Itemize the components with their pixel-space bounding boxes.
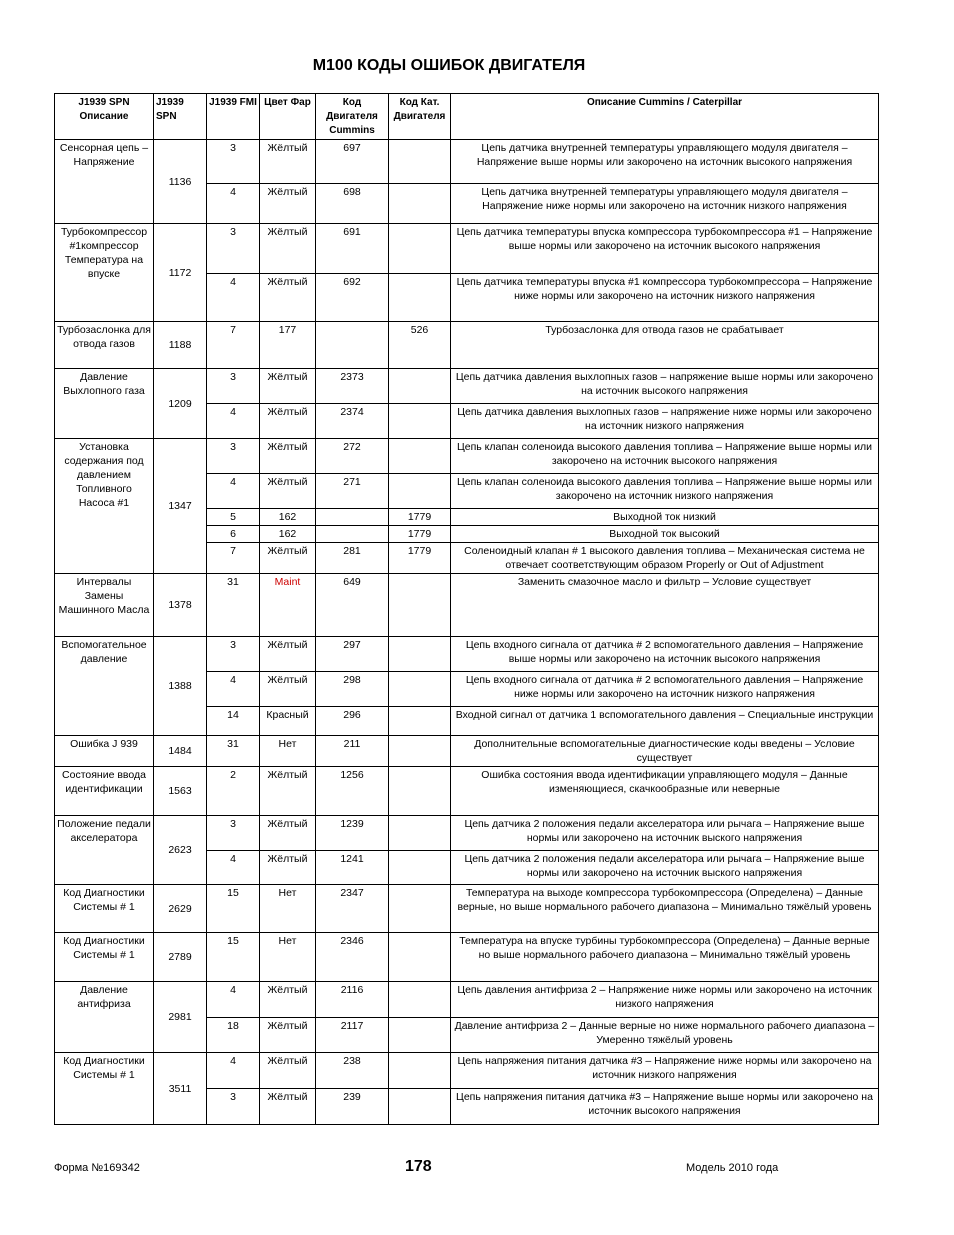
cat-code bbox=[389, 439, 451, 474]
spn-code: 1388 bbox=[154, 637, 207, 736]
fault-code-table bbox=[54, 93, 879, 1125]
fmi-code: 6 bbox=[207, 526, 260, 543]
cummins-code: 2116 bbox=[316, 982, 389, 1018]
fmi-code: 4 bbox=[207, 1053, 260, 1089]
cat-code bbox=[389, 982, 451, 1018]
lamp-color: Нет bbox=[260, 736, 316, 767]
fmi-code: 3 bbox=[207, 369, 260, 404]
table-row bbox=[55, 322, 879, 369]
cummins-code: 271 bbox=[316, 474, 389, 509]
lamp-color: Жёлтый bbox=[260, 851, 316, 885]
fmi-code: 4 bbox=[207, 404, 260, 439]
lamp-color: Жёлтый bbox=[260, 982, 316, 1018]
lamp-color: Жёлтый bbox=[260, 404, 316, 439]
table-row bbox=[55, 224, 879, 274]
page-title: М100 КОДЫ ОШИБОК ДВИГАТЕЛЯ bbox=[312, 57, 586, 74]
cat-code bbox=[389, 816, 451, 851]
fault-description: Цепь клапан соленоида высокого давления топлива – Напряжение выше нормы или закорочено на источник высокого напряжения bbox=[451, 439, 879, 474]
fmi-code: 31 bbox=[207, 574, 260, 637]
cummins-code: 2373 bbox=[316, 369, 389, 404]
lamp-color: Жёлтый bbox=[260, 543, 316, 574]
cummins-code bbox=[316, 526, 389, 543]
spn-description: Установка содержания под давлением Топливного Насоса #1 bbox=[55, 439, 154, 574]
header-desc: Описание Cummins / Caterpillar bbox=[451, 94, 879, 140]
table-row bbox=[55, 637, 879, 672]
cummins-code: 297 bbox=[316, 637, 389, 672]
lamp-color: 177 bbox=[260, 322, 316, 369]
lamp-color: Жёлтый bbox=[260, 1053, 316, 1089]
table-row bbox=[55, 885, 879, 933]
fault-description: Цепь давления антифриза 2 – Напряжение ниже нормы или закорочено на источник низкого напряжения bbox=[451, 982, 879, 1018]
spn-description: Положение педали акселератора bbox=[55, 816, 154, 885]
fmi-code: 4 bbox=[207, 672, 260, 707]
spn-code: 1188 bbox=[154, 322, 207, 369]
cat-code bbox=[389, 672, 451, 707]
table-row bbox=[55, 369, 879, 404]
fault-description: Цепь датчика температуры впуска #1 компрессора турбокомпрессора – Напряжение ниже нормы или закорочено на источник низкого напряжения bbox=[451, 274, 879, 322]
lamp-color: Жёлтый bbox=[260, 672, 316, 707]
table-row bbox=[55, 574, 879, 637]
cummins-code: 1256 bbox=[316, 767, 389, 816]
header-fmi: J1939 FMI bbox=[207, 94, 260, 140]
cat-code bbox=[389, 851, 451, 885]
cat-code bbox=[389, 274, 451, 322]
spn-description: Код Диагностики Системы # 1 bbox=[55, 885, 154, 933]
fault-description: Цепь напряжения питания датчика #3 – Напряжение ниже нормы или закорочено на источник низкого напряжения bbox=[451, 1053, 879, 1089]
cummins-code: 691 bbox=[316, 224, 389, 274]
cat-code bbox=[389, 574, 451, 637]
lamp-color: 162 bbox=[260, 526, 316, 543]
fault-description: Цепь датчика внутренней температуры управляющего модуля двигателя – Напряжение выше нормы или закорочено на источник высокого напряжения bbox=[451, 140, 879, 184]
cummins-code: 2347 bbox=[316, 885, 389, 933]
lamp-color: Жёлтый bbox=[260, 767, 316, 816]
cat-code: 526 bbox=[389, 322, 451, 369]
spn-description: Сенсорная цепь – Напряжение bbox=[55, 140, 154, 224]
lamp-color: Жёлтый bbox=[260, 474, 316, 509]
spn-code: 2623 bbox=[154, 816, 207, 885]
cat-code bbox=[389, 184, 451, 224]
cat-code: 1779 bbox=[389, 543, 451, 574]
fault-description: Цепь датчика температуры впуска компрессора турбокомпрессора #1 – Напряжение выше нормы или закорочено на источник высокого напряжения bbox=[451, 224, 879, 274]
lamp-color: Красный bbox=[260, 707, 316, 736]
lamp-color: Жёлтый bbox=[260, 184, 316, 224]
cummins-code: 211 bbox=[316, 736, 389, 767]
spn-description: Давление Выхлопного газа bbox=[55, 369, 154, 439]
fmi-code: 7 bbox=[207, 322, 260, 369]
spn-description: Ошибка J 939 bbox=[55, 736, 154, 767]
cat-code bbox=[389, 1018, 451, 1053]
lamp-color: Жёлтый bbox=[260, 637, 316, 672]
lamp-color: Жёлтый bbox=[260, 224, 316, 274]
cummins-code: 281 bbox=[316, 543, 389, 574]
fault-description: Турбозаслонка для отвода газов не срабатывает bbox=[451, 322, 879, 369]
fmi-code: 4 bbox=[207, 982, 260, 1018]
spn-code: 3511 bbox=[154, 1053, 207, 1125]
spn-description: Состояние ввода идентификации bbox=[55, 767, 154, 816]
spn-code: 1484 bbox=[154, 736, 207, 767]
fmi-code: 2 bbox=[207, 767, 260, 816]
fault-description: Выходной ток высокий bbox=[451, 526, 879, 543]
cummins-code: 1239 bbox=[316, 816, 389, 851]
spn-description: Давление антифриза bbox=[55, 982, 154, 1053]
fmi-code: 3 bbox=[207, 140, 260, 184]
spn-code: 1347 bbox=[154, 439, 207, 574]
cat-code bbox=[389, 140, 451, 184]
lamp-color: Maint bbox=[260, 574, 316, 637]
lamp-color: Нет bbox=[260, 933, 316, 982]
table-row bbox=[55, 1053, 879, 1089]
fmi-code: 4 bbox=[207, 851, 260, 885]
cummins-code: 2374 bbox=[316, 404, 389, 439]
fmi-code: 18 bbox=[207, 1018, 260, 1053]
lamp-color: Жёлтый bbox=[260, 1018, 316, 1053]
fault-description: Соленоидный клапан # 1 высокого давления топлива – Механическая система не отвечает соответствующим образом Properly or Out of Adjustment bbox=[451, 543, 879, 574]
table-row bbox=[55, 982, 879, 1018]
table-header-row bbox=[55, 94, 879, 140]
spn-code: 1378 bbox=[154, 574, 207, 637]
cummins-code: 649 bbox=[316, 574, 389, 637]
header-cummins: Код Двигателя Cummins bbox=[316, 94, 389, 140]
fmi-code: 4 bbox=[207, 274, 260, 322]
fault-description: Цепь датчика 2 положения педали акселератора или рычага – Напряжение выше нормы или закорочено на источник выского напряжения bbox=[451, 816, 879, 851]
table-row bbox=[55, 439, 879, 474]
table-row bbox=[55, 933, 879, 982]
fault-description: Входной сигнал от датчика 1 вспомогательного давления – Специальные инструкции bbox=[451, 707, 879, 736]
fault-description: Цепь клапан соленоида высокого давления топлива – Напряжение выше нормы или закорочено на источник низкого напряжения bbox=[451, 474, 879, 509]
fmi-code: 31 bbox=[207, 736, 260, 767]
cummins-code: 698 bbox=[316, 184, 389, 224]
fmi-code: 15 bbox=[207, 885, 260, 933]
fault-description: Цепь датчика давления выхлопных газов – напряжение выше нормы или закорочено на источник высокого напряжения bbox=[451, 369, 879, 404]
lamp-color: Жёлтый bbox=[260, 274, 316, 322]
table-row bbox=[55, 736, 879, 767]
cat-code bbox=[389, 369, 451, 404]
spn-description: Код Диагностики Системы # 1 bbox=[55, 933, 154, 982]
spn-description: Интервалы Замены Машинного Масла bbox=[55, 574, 154, 637]
cummins-code: 272 bbox=[316, 439, 389, 474]
spn-description: Вспомогательное давление bbox=[55, 637, 154, 736]
fault-description: Температура на выходе компрессора турбокомпрессора (Определена) – Данные верные, но выше нормального рабочего диапазона – Минимально тяжёлый уровень bbox=[451, 885, 879, 933]
lamp-color: Жёлтый bbox=[260, 1089, 316, 1125]
fault-description: Ошибка состояния ввода идентификации управляющего модуля – Данные изменяющиеся, скачкообразные или неверные bbox=[451, 767, 879, 816]
cat-code bbox=[389, 1053, 451, 1089]
fault-description: Цепь датчика 2 положения педали акселератора или рычага – Напряжение выше нормы или закорочено на источник выского напряжения bbox=[451, 851, 879, 885]
spn-code: 2789 bbox=[154, 933, 207, 982]
fmi-code: 15 bbox=[207, 933, 260, 982]
header-lamp: Цвет Фар bbox=[260, 94, 316, 140]
fault-description: Температура на впуске турбины турбокомпрессора (Определена) – Данные верные но выше нормального рабочего диапазона – Минимально тяжёлый уровень bbox=[451, 933, 879, 982]
spn-description: Турбозаслонка для отвода газов bbox=[55, 322, 154, 369]
lamp-color: Жёлтый bbox=[260, 816, 316, 851]
cummins-code: 697 bbox=[316, 140, 389, 184]
lamp-color: Жёлтый bbox=[260, 369, 316, 404]
cummins-code: 692 bbox=[316, 274, 389, 322]
lamp-color: Жёлтый bbox=[260, 140, 316, 184]
cat-code bbox=[389, 474, 451, 509]
header-spn-desc: J1939 SPN Описание bbox=[55, 94, 154, 140]
fault-description: Цепь входного сигнала от датчика # 2 вспомогательного давления – Напряжение ниже нормы или закорочено на источник низкого напряжения bbox=[451, 672, 879, 707]
fmi-code: 4 bbox=[207, 184, 260, 224]
cummins-code: 298 bbox=[316, 672, 389, 707]
spn-code: 2629 bbox=[154, 885, 207, 933]
cat-code: 1779 bbox=[389, 509, 451, 526]
fault-description: Цепь датчика давления выхлопных газов – напряжение ниже нормы или закорочено на источник низкого напряжения bbox=[451, 404, 879, 439]
cat-code bbox=[389, 1089, 451, 1125]
fault-description: Цепь напряжения питания датчика #3 – Напряжение выше нормы или закорочено на источник высокого напряжения bbox=[451, 1089, 879, 1125]
lamp-color: 162 bbox=[260, 509, 316, 526]
fault-description: Заменить смазочное масло и фильтр – Условие существует bbox=[451, 574, 879, 637]
table-row bbox=[55, 816, 879, 851]
fault-description: Давление антифриза 2 – Данные верные но ниже нормального рабочего диапазона – Умеренно тяжёлый уровень bbox=[451, 1018, 879, 1053]
cummins-code: 1241 bbox=[316, 851, 389, 885]
cummins-code: 2346 bbox=[316, 933, 389, 982]
cat-code bbox=[389, 885, 451, 933]
cat-code bbox=[389, 736, 451, 767]
fmi-code: 3 bbox=[207, 637, 260, 672]
spn-code: 1563 bbox=[154, 767, 207, 816]
cat-code bbox=[389, 637, 451, 672]
fmi-code: 3 bbox=[207, 439, 260, 474]
cat-code bbox=[389, 707, 451, 736]
cat-code bbox=[389, 224, 451, 274]
page-number: 178 bbox=[405, 1158, 432, 1175]
spn-code: 1172 bbox=[154, 224, 207, 322]
cummins-code: 2117 bbox=[316, 1018, 389, 1053]
cummins-code: 238 bbox=[316, 1053, 389, 1089]
fault-description: Цепь датчика внутренней температуры управляющего модуля двигателя – Напряжение ниже нормы или закорочено на источник низкого напряжения bbox=[451, 184, 879, 224]
cummins-code: 239 bbox=[316, 1089, 389, 1125]
fault-description: Выходной ток низкий bbox=[451, 509, 879, 526]
spn-code: 1136 bbox=[154, 140, 207, 224]
header-cat: Код Кат. Двигателя bbox=[389, 94, 451, 140]
fmi-code: 7 bbox=[207, 543, 260, 574]
fault-description: Цепь входного сигнала от датчика # 2 вспомогательного давления – Напряжение выше нормы или закорочено на источник высокого напряжения bbox=[451, 637, 879, 672]
header-spn: J1939 SPN bbox=[154, 94, 207, 140]
cummins-code: 296 bbox=[316, 707, 389, 736]
form-number: Форма №169342 bbox=[54, 1162, 140, 1174]
lamp-color: Нет bbox=[260, 885, 316, 933]
cat-code bbox=[389, 404, 451, 439]
spn-description: Турбокомпрессор #1компрессор Температура на впуске bbox=[55, 224, 154, 322]
fault-description: Дополнительные вспомогательные диагностические коды введены – Условие существует bbox=[451, 736, 879, 767]
fmi-code: 4 bbox=[207, 474, 260, 509]
fmi-code: 5 bbox=[207, 509, 260, 526]
fmi-code: 3 bbox=[207, 816, 260, 851]
cummins-code bbox=[316, 322, 389, 369]
table-row bbox=[55, 140, 879, 184]
fmi-code: 14 bbox=[207, 707, 260, 736]
cat-code: 1779 bbox=[389, 526, 451, 543]
cat-code bbox=[389, 933, 451, 982]
cummins-code bbox=[316, 509, 389, 526]
cat-code bbox=[389, 767, 451, 816]
spn-description: Код Диагностики Системы # 1 bbox=[55, 1053, 154, 1125]
lamp-color: Жёлтый bbox=[260, 439, 316, 474]
model-year: Модель 2010 года bbox=[686, 1162, 779, 1174]
spn-code: 2981 bbox=[154, 982, 207, 1053]
fmi-code: 3 bbox=[207, 224, 260, 274]
table-row bbox=[55, 767, 879, 816]
fmi-code: 3 bbox=[207, 1089, 260, 1125]
spn-code: 1209 bbox=[154, 369, 207, 439]
